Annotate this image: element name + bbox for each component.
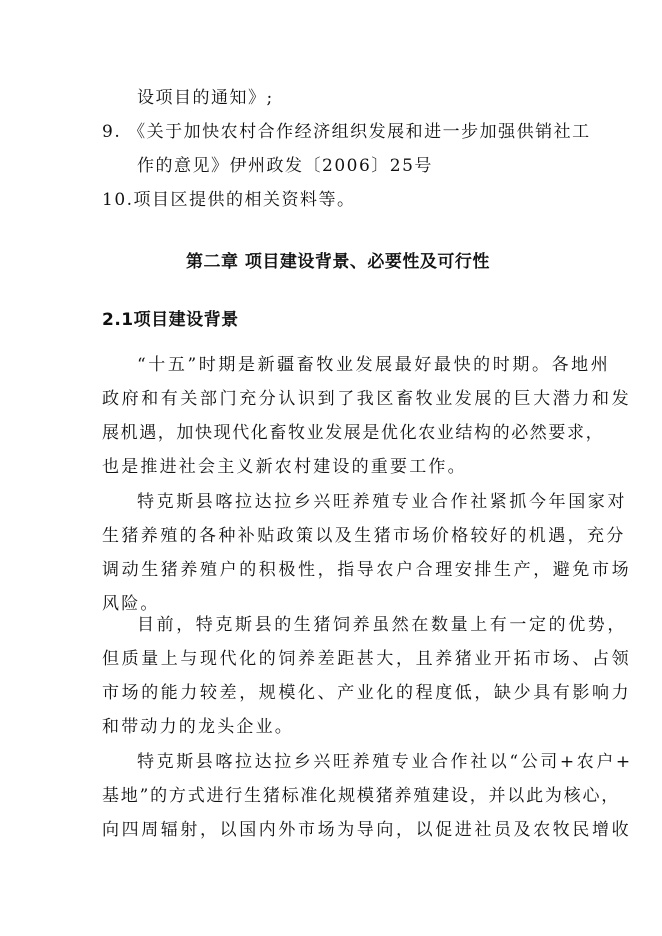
paragraph-3-line-1: 目前，特克斯县的生猪饲养虽然在数量上有一定的优势，: [137, 615, 627, 635]
chapter-title: 第二章 项目建设背景、必要性及可行性: [186, 252, 490, 272]
paragraph-4-line-3: 向四周辐射，以国内外市场为导向，以促进社员及农牧民增收: [102, 820, 632, 840]
reference-item-10: 10.项目区提供的相关资料等。: [102, 190, 356, 210]
paragraph-4-line-2: 基地”的方式进行生猪标准化规模猪养殖建设，并以此为核心，: [102, 786, 621, 806]
paragraph-2-line-2: 生猪养殖的各种补贴政策以及生猪市场价格较好的机遇，充分: [102, 526, 626, 546]
paragraph-1-line-1: “十五”时期是新疆畜牧业发展最好最快的时期。各地州: [137, 355, 611, 375]
paragraph-3-line-2: 但质量上与现代化的饲养差距甚大，且养猪业开拓市场、占领: [102, 649, 632, 669]
paragraph-1-line-2: 政府和有关部门充分认识到了我区畜牧业发展的巨大潜力和发: [102, 389, 632, 409]
section-title: 2.1项目建设背景: [102, 310, 239, 330]
reference-item-8-continuation: 设项目的通知》;: [137, 88, 274, 108]
paragraph-3-line-3: 市场的能力较差，规模化、产业化的程度低，缺少具有影响力: [102, 683, 632, 703]
paragraph-2-line-1: 特克斯县喀拉达拉乡兴旺养殖专业合作社紧抓今年国家对: [137, 492, 627, 512]
paragraph-1-line-3: 展机遇，加快现代化畜牧业发展是优化农业结构的必然要求，: [102, 423, 605, 443]
reference-item-9-line-2: 作的意见》伊州政发〔2006〕25号: [137, 156, 433, 176]
paragraph-1-line-4: 也是推进社会主义新农村建设的重要工作。: [102, 457, 467, 477]
paragraph-3-line-4: 和带动力的龙头企业。: [102, 717, 294, 737]
paragraph-2-line-4: 风险。: [102, 594, 160, 614]
reference-item-9-line-1: 9. 《关于加快农村合作经济组织发展和进一步加强供销社工: [102, 122, 591, 142]
paragraph-4-line-1: 特克斯县喀拉达拉乡兴旺养殖专业合作社以“公司+农户+: [137, 752, 633, 772]
paragraph-2-line-3: 调动生猪养殖户的积极性，指导农户合理安排生产，避免市场: [102, 560, 632, 580]
